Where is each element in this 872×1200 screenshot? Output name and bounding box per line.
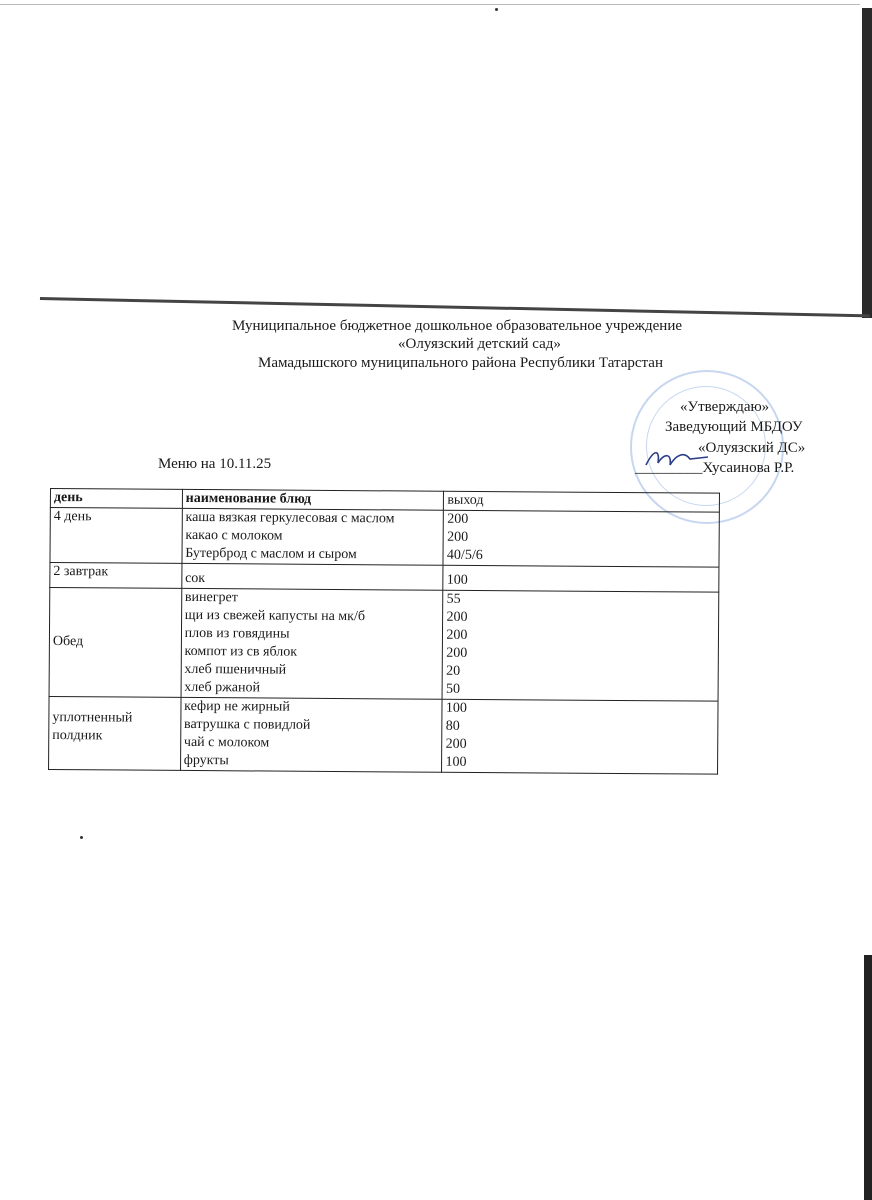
dish-item: щи из свежей капусты на мк/б [184, 607, 366, 625]
dish-item: сок [185, 570, 206, 587]
scan-speck [495, 8, 498, 11]
table-row [50, 508, 719, 568]
yield-value: 200 [446, 645, 468, 661]
paper-fold-line [40, 297, 870, 317]
yield-value: 55 [446, 591, 461, 607]
column-header-dish: наименование блюд [182, 489, 444, 510]
dish-list [180, 697, 442, 772]
dish-item: винегрет [184, 589, 238, 606]
dish-list [182, 563, 444, 590]
scan-right-edge [862, 8, 872, 318]
dish-item: какао с молоком [185, 527, 283, 544]
yield-value: 20 [446, 663, 461, 679]
scan-right-edge-lower [864, 955, 872, 1200]
dish-item: плов из говядины [184, 625, 290, 642]
yield-value: 200 [445, 736, 467, 752]
dish-item: ватрушка с повидлой [184, 716, 311, 733]
dish-item: каша вязкая геркулесовая с маслом [185, 509, 395, 527]
menu-title: Меню на 10.11.25 [158, 456, 272, 472]
column-header-yield: выход [444, 491, 720, 512]
dish-item: Бутерброд с маслом и сыром [185, 545, 357, 563]
yield-list [443, 510, 719, 567]
yield-value: 50 [445, 681, 461, 697]
dish-item: компот из св яблок [184, 643, 298, 660]
dish-item: хлеб пшеничный [184, 661, 287, 678]
yield-value: 200 [446, 627, 468, 643]
yield-value: 100 [446, 572, 468, 588]
dish-item: фрукты [183, 752, 229, 769]
dish-list [181, 588, 443, 699]
meal-name: 4 день [50, 508, 182, 564]
approval-line-1: «Утверждаю» [680, 399, 770, 415]
approval-line-4: _________Хусаинова Р.Р. [635, 460, 795, 476]
institution-line-1: Муниципальное бюджетное дошкольное образовательное учреждение [232, 318, 682, 334]
approval-line-2: Заведующий МБДОУ [665, 419, 803, 435]
yield-list [443, 565, 719, 592]
dish-list [182, 508, 444, 565]
scan-top-edge [0, 4, 860, 5]
yield-value: 100 [445, 754, 467, 770]
yield-value: 200 [446, 609, 468, 625]
column-header-day: день [50, 489, 182, 509]
yield-value: 100 [445, 700, 467, 716]
table-row [49, 696, 718, 774]
yield-value: 200 [447, 529, 469, 545]
yield-value: 200 [447, 511, 469, 527]
meal-name: уплотненный полдник [49, 696, 181, 770]
menu-table [48, 488, 720, 775]
institution-line-3: Мамадышского муниципального района Республики Татарстан [258, 355, 663, 371]
yield-list [442, 699, 718, 774]
scan-speck [80, 836, 83, 839]
meal-name: 2 завтрак [50, 563, 182, 589]
approval-line-3: «Олуязский ДС» [698, 440, 806, 456]
yield-list [442, 590, 718, 701]
yield-value: 80 [445, 718, 460, 734]
dish-item: хлеб ржаной [184, 679, 261, 696]
yield-value: 40/5/6 [446, 547, 483, 564]
institution-line-2: «Олуязский детский сад» [398, 336, 561, 352]
dish-item: кефир не жирный [184, 698, 290, 715]
dish-item: чай с молоком [183, 734, 270, 751]
table-row [49, 588, 719, 702]
meal-name: Обед [49, 588, 181, 698]
